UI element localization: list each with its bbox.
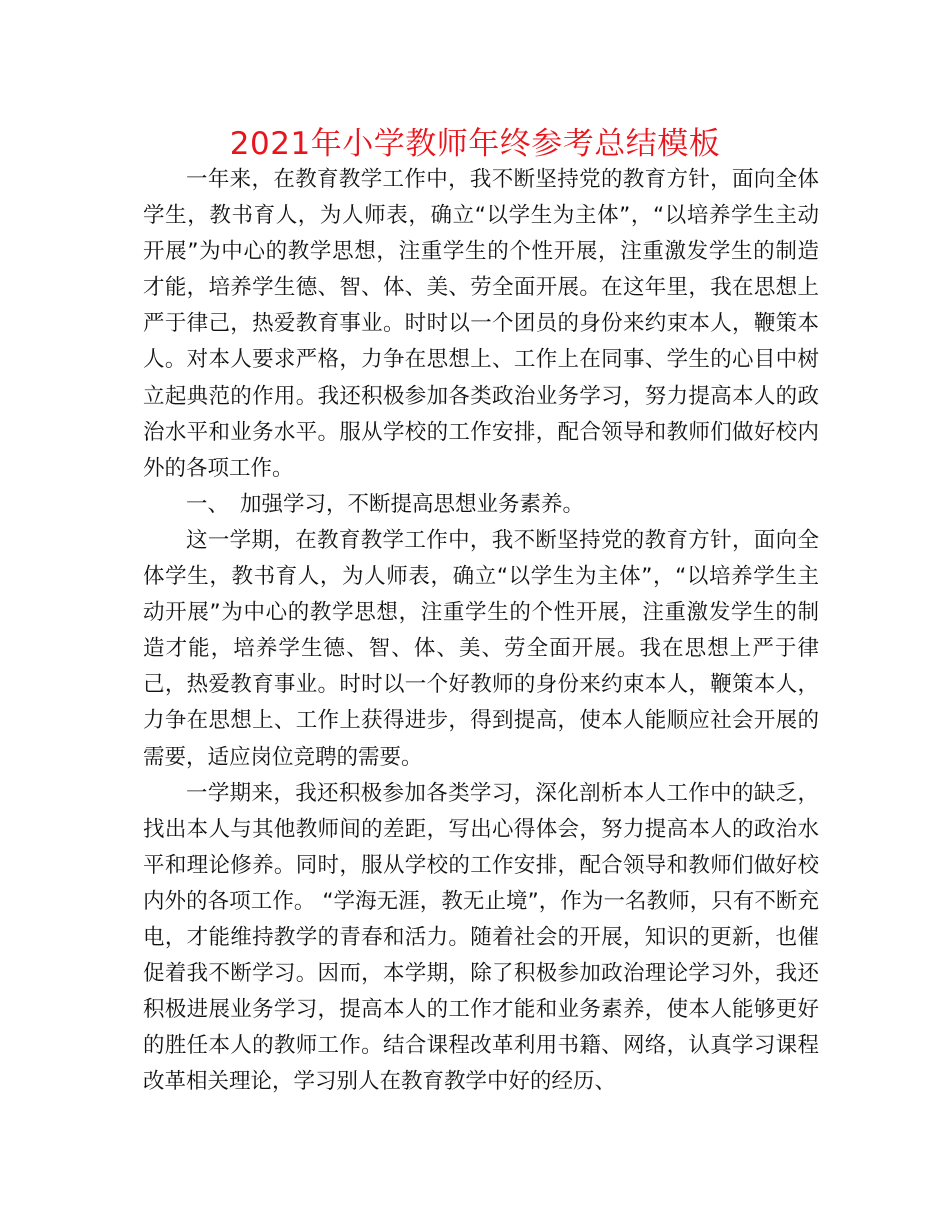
section-heading-text: 加强学习，不断提高思想业务素养。 xyxy=(240,491,585,517)
section-paragraph: 这一学期，在教育教学工作中，我不断坚持党的教育方针，面向全体学生，教书育人，为人师表，确立“以学生为主体”，“以培养学生主动开展”为中心的教学思想，注重学生的个性开展，注重激发学生的制造才能，培养学生德、智、体、美、劳全面开展。我在思想上严于律己，热爱教育事业。时时以一个好教师的身份来约束本人，鞭策本人，力争在思想上、工作上获得进步，得到提高，使本人能顺应社会开展的需要，适应岗位竞聘的需要。 xyxy=(143,527,819,770)
document-body xyxy=(143,162,819,1100)
section-heading xyxy=(143,487,819,523)
intro-paragraph: 一年来，在教育教学工作中，我不断坚持党的教育方针，面向全体学生，教书育人，为人师表，确立“以学生为主体”，“以培养学生主动开展”为中心的教学思想，注重学生的个性开展，注重激发学生的制造才能，培养学生德、智、体、美、劳全面开展。在这年里，我在思想上严于律己，热爱教育事业。时时以一个团员的身份来约束本人，鞭策本人。对本人要求严格，力争在思想上、工作上在同事、学生的心目中树立起典范的作用。我还积极参加各类政治业务学习，努力提高本人的政治水平和业务水平。服从学校的工作安排，配合领导和教师们做好校内外的各项工作。 xyxy=(143,167,819,481)
section-heading-number: 一、 xyxy=(186,491,230,517)
document-title: 2021年小学教师年终参考总结模板 xyxy=(229,126,721,162)
section-paragraph: 一学期来，我还积极参加各类学习，深化剖析本人工作中的缺乏，找出本人与其他教师间的差距，写出心得体会，努力提高本人的政治水平和理论修养。同时，服从学校的工作安排，配合领导和教师们做好校内外的各项工作。 “学海无涯，教无止境”，作为一名教师，只有不断充电，才能维持教学的青春和活力。随着社会的开展，知识的更新，也催促着我不断学习。因而，本学期，除了积极参加政治理论学习外，我还积极进展业务学习，提高本人的工作才能和业务素养，使本人能够更好的胜任本人的教师工作。结合课程改革利用书籍、网络，认真学习课程改革相关理论，学习别人在教育教学中好的经历、 xyxy=(143,780,819,1095)
